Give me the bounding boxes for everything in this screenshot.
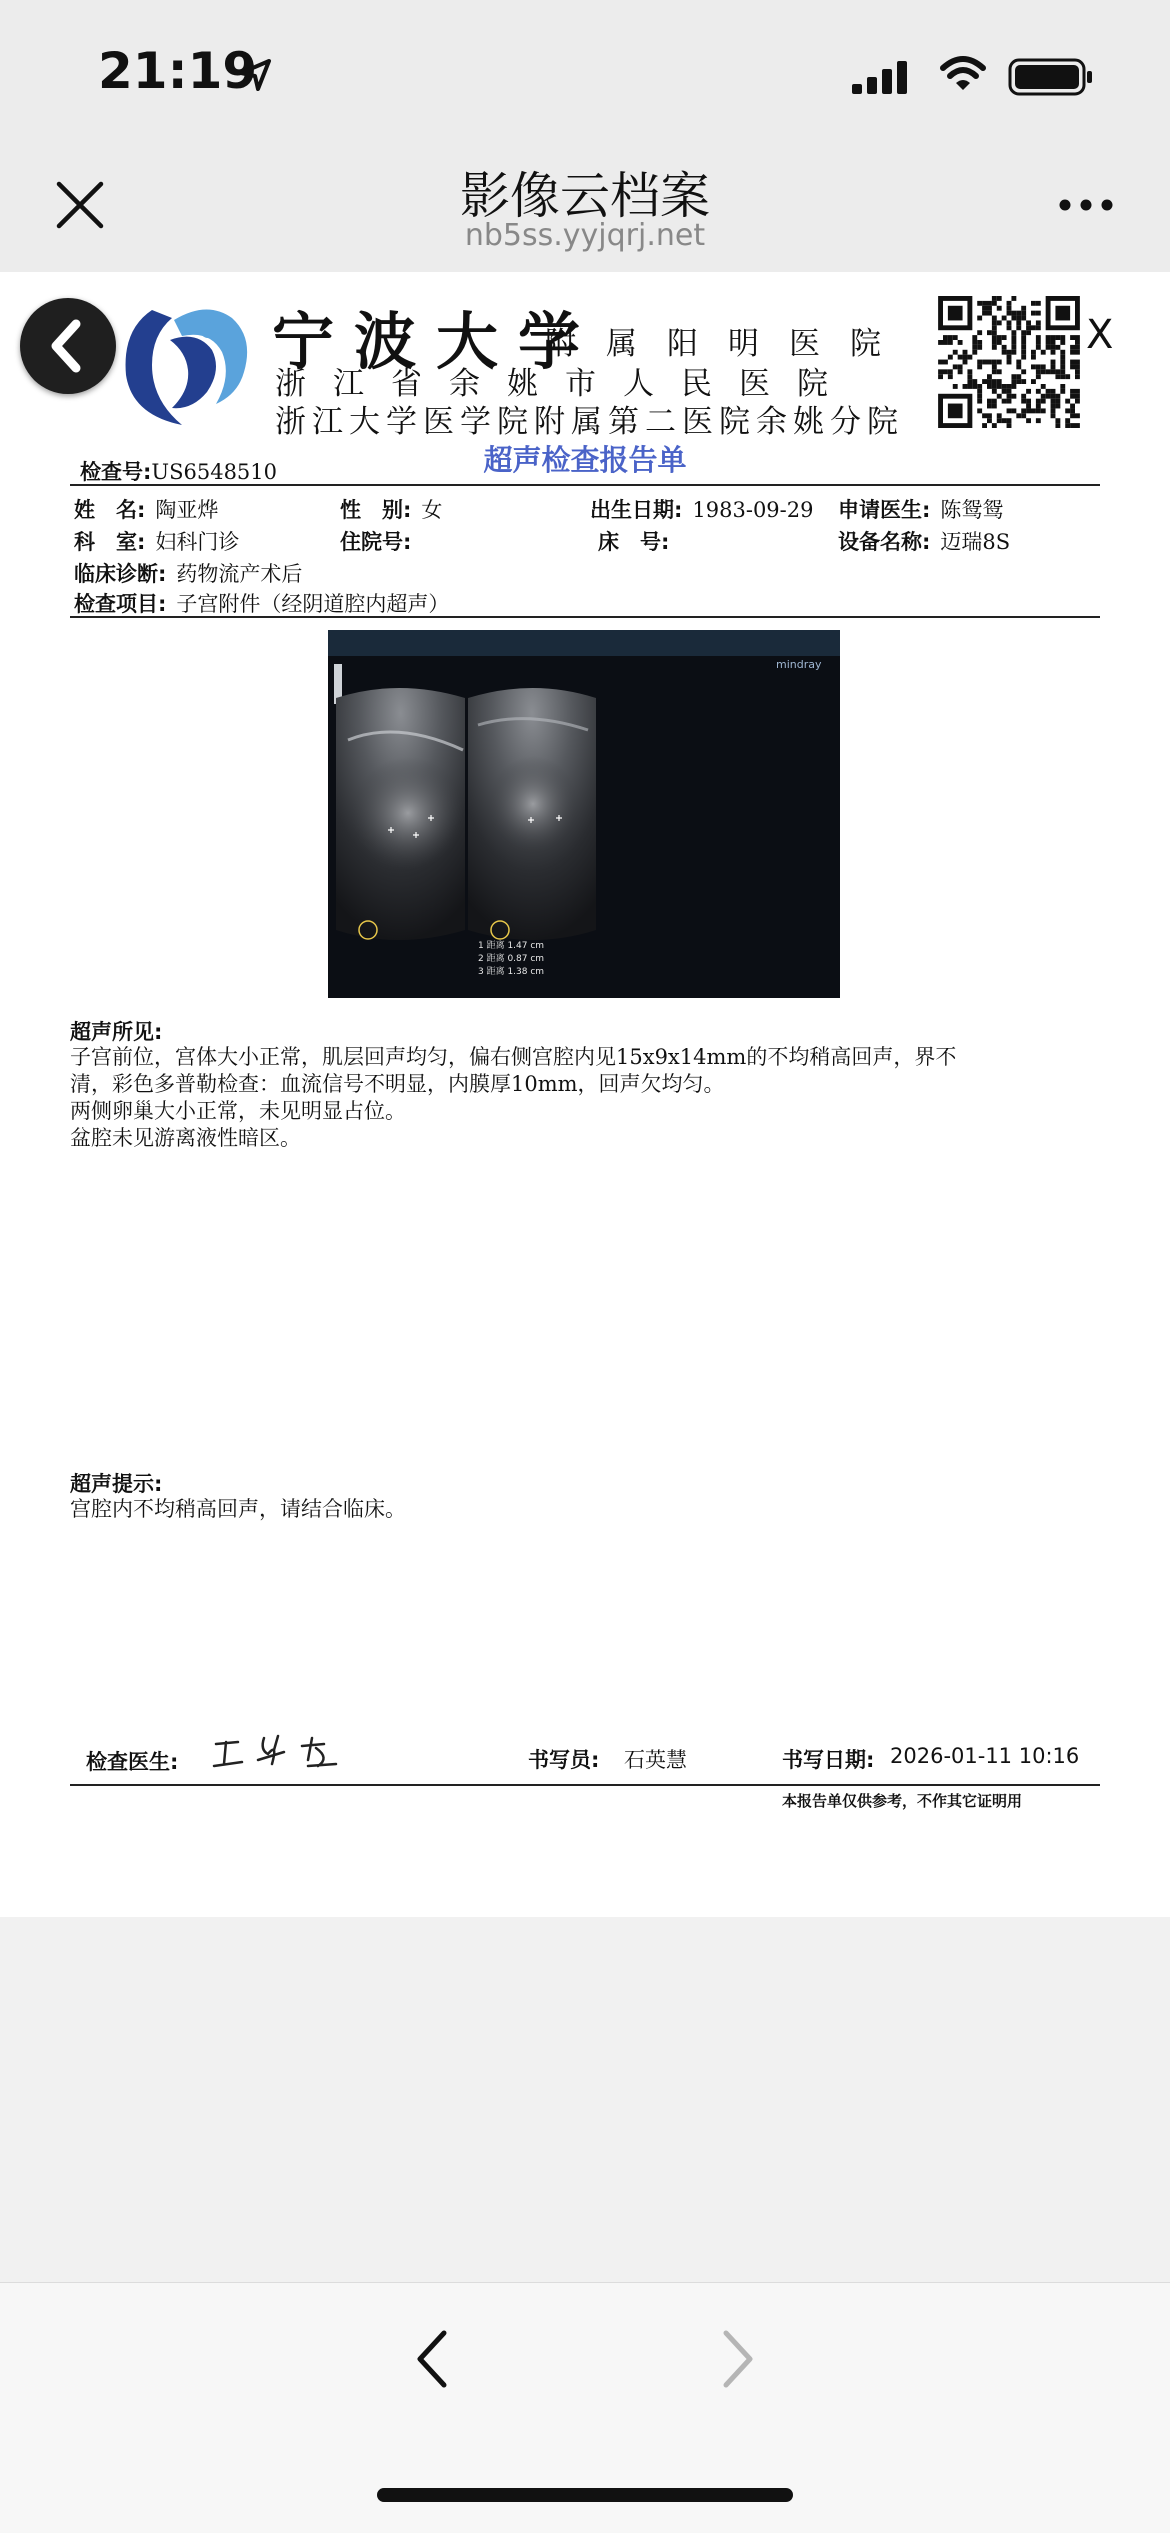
hospital-logo (112, 290, 262, 440)
field-name: 姓 名: 陶亚烨 (74, 498, 219, 522)
field-exam-item: 检查项目: 子宫附件（经阴道腔内超声） (74, 592, 450, 616)
hospital-line-3: 浙江大学医学院附属第二医院余姚分院 (275, 404, 904, 440)
disclaimer: 本报告单仅供参考，不作其它证明用 (782, 1792, 1023, 1810)
report-close-button[interactable]: X (1086, 312, 1114, 358)
blank-area (0, 1917, 1170, 2282)
nav-bar (0, 140, 1170, 272)
battery-icon (1008, 58, 1094, 96)
ultrasound-scan-graphic (328, 630, 840, 998)
page-url: nb5ss.yyjqrj.net (464, 218, 706, 253)
chevron-left-icon (20, 298, 116, 394)
field-inpatient-no: 住院号: (340, 530, 412, 554)
home-indicator (377, 2488, 793, 2502)
measurement-readout: 2 距离 0.87 cm (478, 954, 545, 964)
findings-text: 子宫前位，宫体大小正常，肌层回声均匀，偏右侧宫腔内见15x9x14mm的不均稍高回声，界不 清，彩色多普勒检查：血流信号不明显，内膜厚10mm，回声欠均匀。 两侧卵巢大小正常，未见明显占位。 盆腔未见游离液性暗区。 (70, 1045, 957, 1150)
more-icon[interactable] (1058, 198, 1114, 212)
write-date: 2026-01-11 10:16 (890, 1744, 1080, 1768)
status-bar (0, 0, 1170, 150)
divider (70, 1784, 1100, 1786)
page-title: 影像云档案 (460, 167, 710, 225)
writer-label: 书写员: (528, 1748, 600, 1772)
date-label: 书写日期: (782, 1748, 875, 1772)
divider (70, 484, 1100, 486)
field-diagnosis: 临床诊断: 药物流产术后 (74, 562, 303, 586)
field-gender: 性 别: 女 (340, 498, 443, 522)
location-arrow-icon (238, 58, 272, 92)
field-bed: 床 号: (598, 530, 670, 554)
exam-number-label: 检查号: (80, 460, 152, 484)
report-title: 超声检查报告单 (483, 443, 687, 477)
impression-text: 宫腔内不均稍高回声，请结合临床。 (70, 1497, 406, 1521)
writer-name: 石英慧 (624, 1748, 687, 1772)
status-time: 21:19 (98, 42, 258, 100)
measurement-readout: 1 距离 1.47 cm (478, 941, 545, 951)
hospital-line-2: 浙江省余姚市人民医院 (275, 366, 855, 402)
divider (70, 616, 1100, 618)
doctor-signature (212, 1730, 352, 1776)
measurement-readout: 3 距离 1.38 cm (478, 967, 545, 977)
field-doctor: 申请医生: 陈鸳鸳 (838, 498, 1004, 522)
qr-code (938, 296, 1080, 428)
findings-title: 超声所见: (70, 1020, 163, 1044)
cellular-signal-icon (852, 60, 912, 94)
hospital-line-1: 附属阳明医院 (545, 326, 911, 362)
doctor-label: 检查医生: (86, 1750, 179, 1774)
chevron-left-icon[interactable] (412, 2327, 452, 2391)
wifi-icon (940, 56, 986, 94)
chevron-right-icon[interactable] (718, 2327, 758, 2391)
university-name: 宁波大学 (272, 305, 601, 378)
exam-number-value: US6548510 (151, 460, 278, 484)
report-view[interactable] (0, 272, 1170, 1917)
exam-number (80, 456, 277, 486)
svg-text:mindray: mindray (776, 658, 822, 671)
field-device: 设备名称: 迈瑞8S (838, 530, 1011, 554)
field-birth: 出生日期: 1983-09-29 (590, 498, 814, 522)
ultrasound-image (328, 630, 840, 998)
field-dept: 科 室: 妇科门诊 (74, 530, 240, 554)
back-button[interactable] (20, 298, 116, 394)
impression-title: 超声提示: (70, 1472, 163, 1496)
